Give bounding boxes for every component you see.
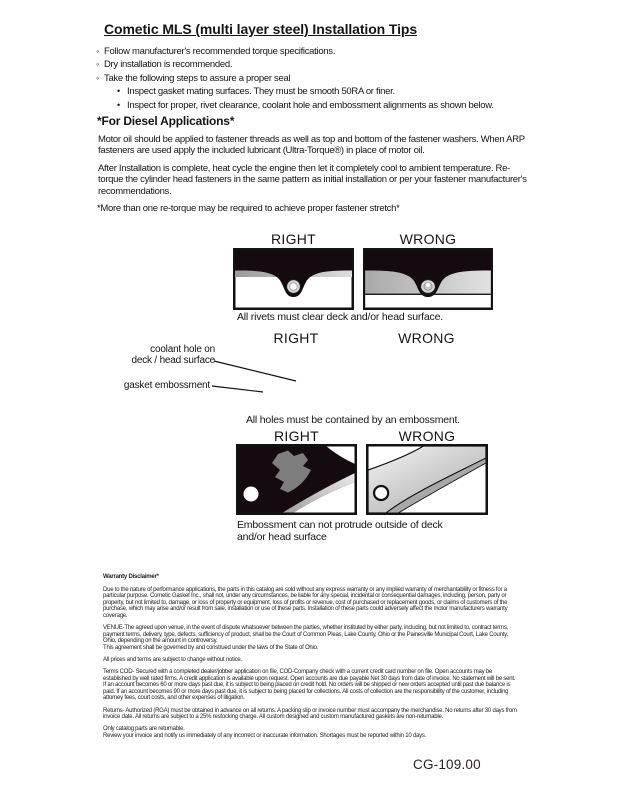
venue-paragraph: VENUE-The agreed upon venue, in the event of dispute whatsoever between the parties, whether instituted by either party, including, but not limited to, contract terms, payment terms, delivery, type, defects, sufficiency of product, shall be the Court of Common Pleas, Lake County, Ohio or the Painesville Municipal Court, Lake County, Ohio, depending on the amount in controversy. <box>103 625 509 645</box>
tip-text: Follow manufacturer's recommended torque specifications. <box>104 46 336 57</box>
tip-text: Inspect for proper, rivet clearance, coolant hole and embossment alignments as shown below. <box>127 99 494 111</box>
list-item <box>117 99 494 112</box>
bolt-hole <box>374 486 388 500</box>
warranty-paragraph: Due to the nature of performance applications, the parts in this catalog are sold without any express warranty or any implied warranty of merchantability or fitness for a particular purpose. Cometic Gasket Inc., shall not, under any circumstances, be liable for any special, incidental or consequential damages, including, person, party or property, but not limited to, damage, or loss of property or equipment, loss of profits or revenue, cost of purchased or replacement goods, or claims of customers of the purchase, which may arise and/or result from sale, installation or use of these parts. Installation of these parts could adversely affect the motor manufacturers warranty coverage. <box>103 586 508 619</box>
governing-law-line: This agreement shall be governed by and construed under the laws of the State of Ohio. <box>103 644 319 651</box>
tip-text: Dry installation is recommended. <box>104 59 233 71</box>
circle-bullet-icon: ◦ <box>96 59 99 70</box>
row1-caption: All rivets must clear deck and/or head surface. <box>237 311 443 323</box>
tip-text: Inspect gasket mating surfaces. They must be smooth 50RA or finer. <box>127 86 395 98</box>
leader-lines <box>210 355 310 400</box>
installation-tips-list <box>96 45 494 112</box>
invoice-review-line: Review your invoice and notify us immediately of any incorrect or inaccurate information. Shortages must be reported within 10 days. <box>103 732 427 739</box>
list-item <box>117 85 494 98</box>
circle-bullet-icon: ◦ <box>96 72 99 83</box>
row1-right-header: RIGHT <box>270 231 317 247</box>
diagram-protrusion-wrong <box>366 444 488 515</box>
warranty-disclaimer-section <box>103 574 517 745</box>
retorque-note: *More than one re-torque may be required to achieve proper fastener stretch* <box>97 203 400 214</box>
diagram-hole-wrong <box>366 343 487 411</box>
list-item <box>96 45 494 58</box>
dot-bullet-icon: • <box>117 86 120 97</box>
page-title: Cometic MLS (multi layer steel) Installation Tips <box>104 21 418 37</box>
row2-caption: All holes must be contained by an embossment. <box>246 414 460 426</box>
row2-wrong-header: WRONG <box>398 330 455 346</box>
dot-bullet-icon: • <box>117 99 120 110</box>
diesel-applications-heading: *For Diesel Applications* <box>97 114 235 128</box>
diagram-rivet-wrong <box>363 248 493 310</box>
diagram-rivet-right <box>233 248 354 310</box>
row3-caption: Embossment can not protrude outside of deck and/or head surface <box>237 519 443 543</box>
row1-wrong-header: WRONG <box>399 231 457 247</box>
diesel-paragraph-1: Motor oil should be applied to fastener threads as well as top and bottom of the fastener washers. When ARP fasteners are used apply the included lubricant (Ultra-Torque®) in place of motor oil. <box>98 134 525 157</box>
returns-paragraph: Returns- Authorized (RGA) must be obtained in advance on all returns. A packing slip or invoice number must accompany the merchandise. No returns after 30 days from invoice date. All returns are subject to a 25% restocking charge. All custom designed and custom manufactured gaskets are non-returnable. <box>103 707 517 721</box>
row3-wrong-header: WRONG <box>398 428 456 444</box>
warranty-heading: Warranty Disclaimer* <box>103 574 159 580</box>
terms-cod-paragraph: Terms COD- Secured with a completed dealer/jobber application on file, COD-Company check with a current credit card number on file. Open accounts may be established by well rated firms. A credit application is available upon request. Open accounts are due payable Net 30 days from date of invoice. No statement will be sent. If an account becomes 60 or more days past due, it is subject to being placed on credit hold. No orders will be shipped or new orders accepted until past due balance is paid. If an account becomes 90 or more days past due, it is subject to being placed for collections. All costs of collection are the responsibility of the customer, including attorney fees, court costs, and other expenses of litigation. <box>103 669 516 702</box>
row2-right-header: RIGHT <box>273 330 319 346</box>
gasket-embossment-label: gasket embossment <box>123 380 210 391</box>
embossment-outline <box>378 378 466 404</box>
list-item <box>96 58 494 71</box>
list-item <box>96 72 494 85</box>
row3-right-header: RIGHT <box>273 428 320 444</box>
diesel-paragraph-2: After Installation is complete, heat cycle the engine then let it completely cool to ambient temperature. Re-torque the cylinder head fasteners in the same pattern as initial installation or per your fastener manufacturer's recommendations. <box>98 163 527 197</box>
circle-bullet-icon: ◦ <box>96 46 99 56</box>
coolant-hole-label: coolant hole on deck / head surface <box>131 344 215 366</box>
prices-terms-line: All prices and terms are subject to change without notice. <box>103 656 242 663</box>
page-number: CG-109.00 <box>413 757 481 772</box>
coolant-hole <box>412 353 443 384</box>
diagram-protrusion-right <box>236 444 357 515</box>
tip-text: Take the following steps to assure a proper seal <box>104 72 291 84</box>
bolt-hole <box>244 487 259 502</box>
catalog-parts-line: Only catalog parts are returnable. <box>103 726 185 733</box>
